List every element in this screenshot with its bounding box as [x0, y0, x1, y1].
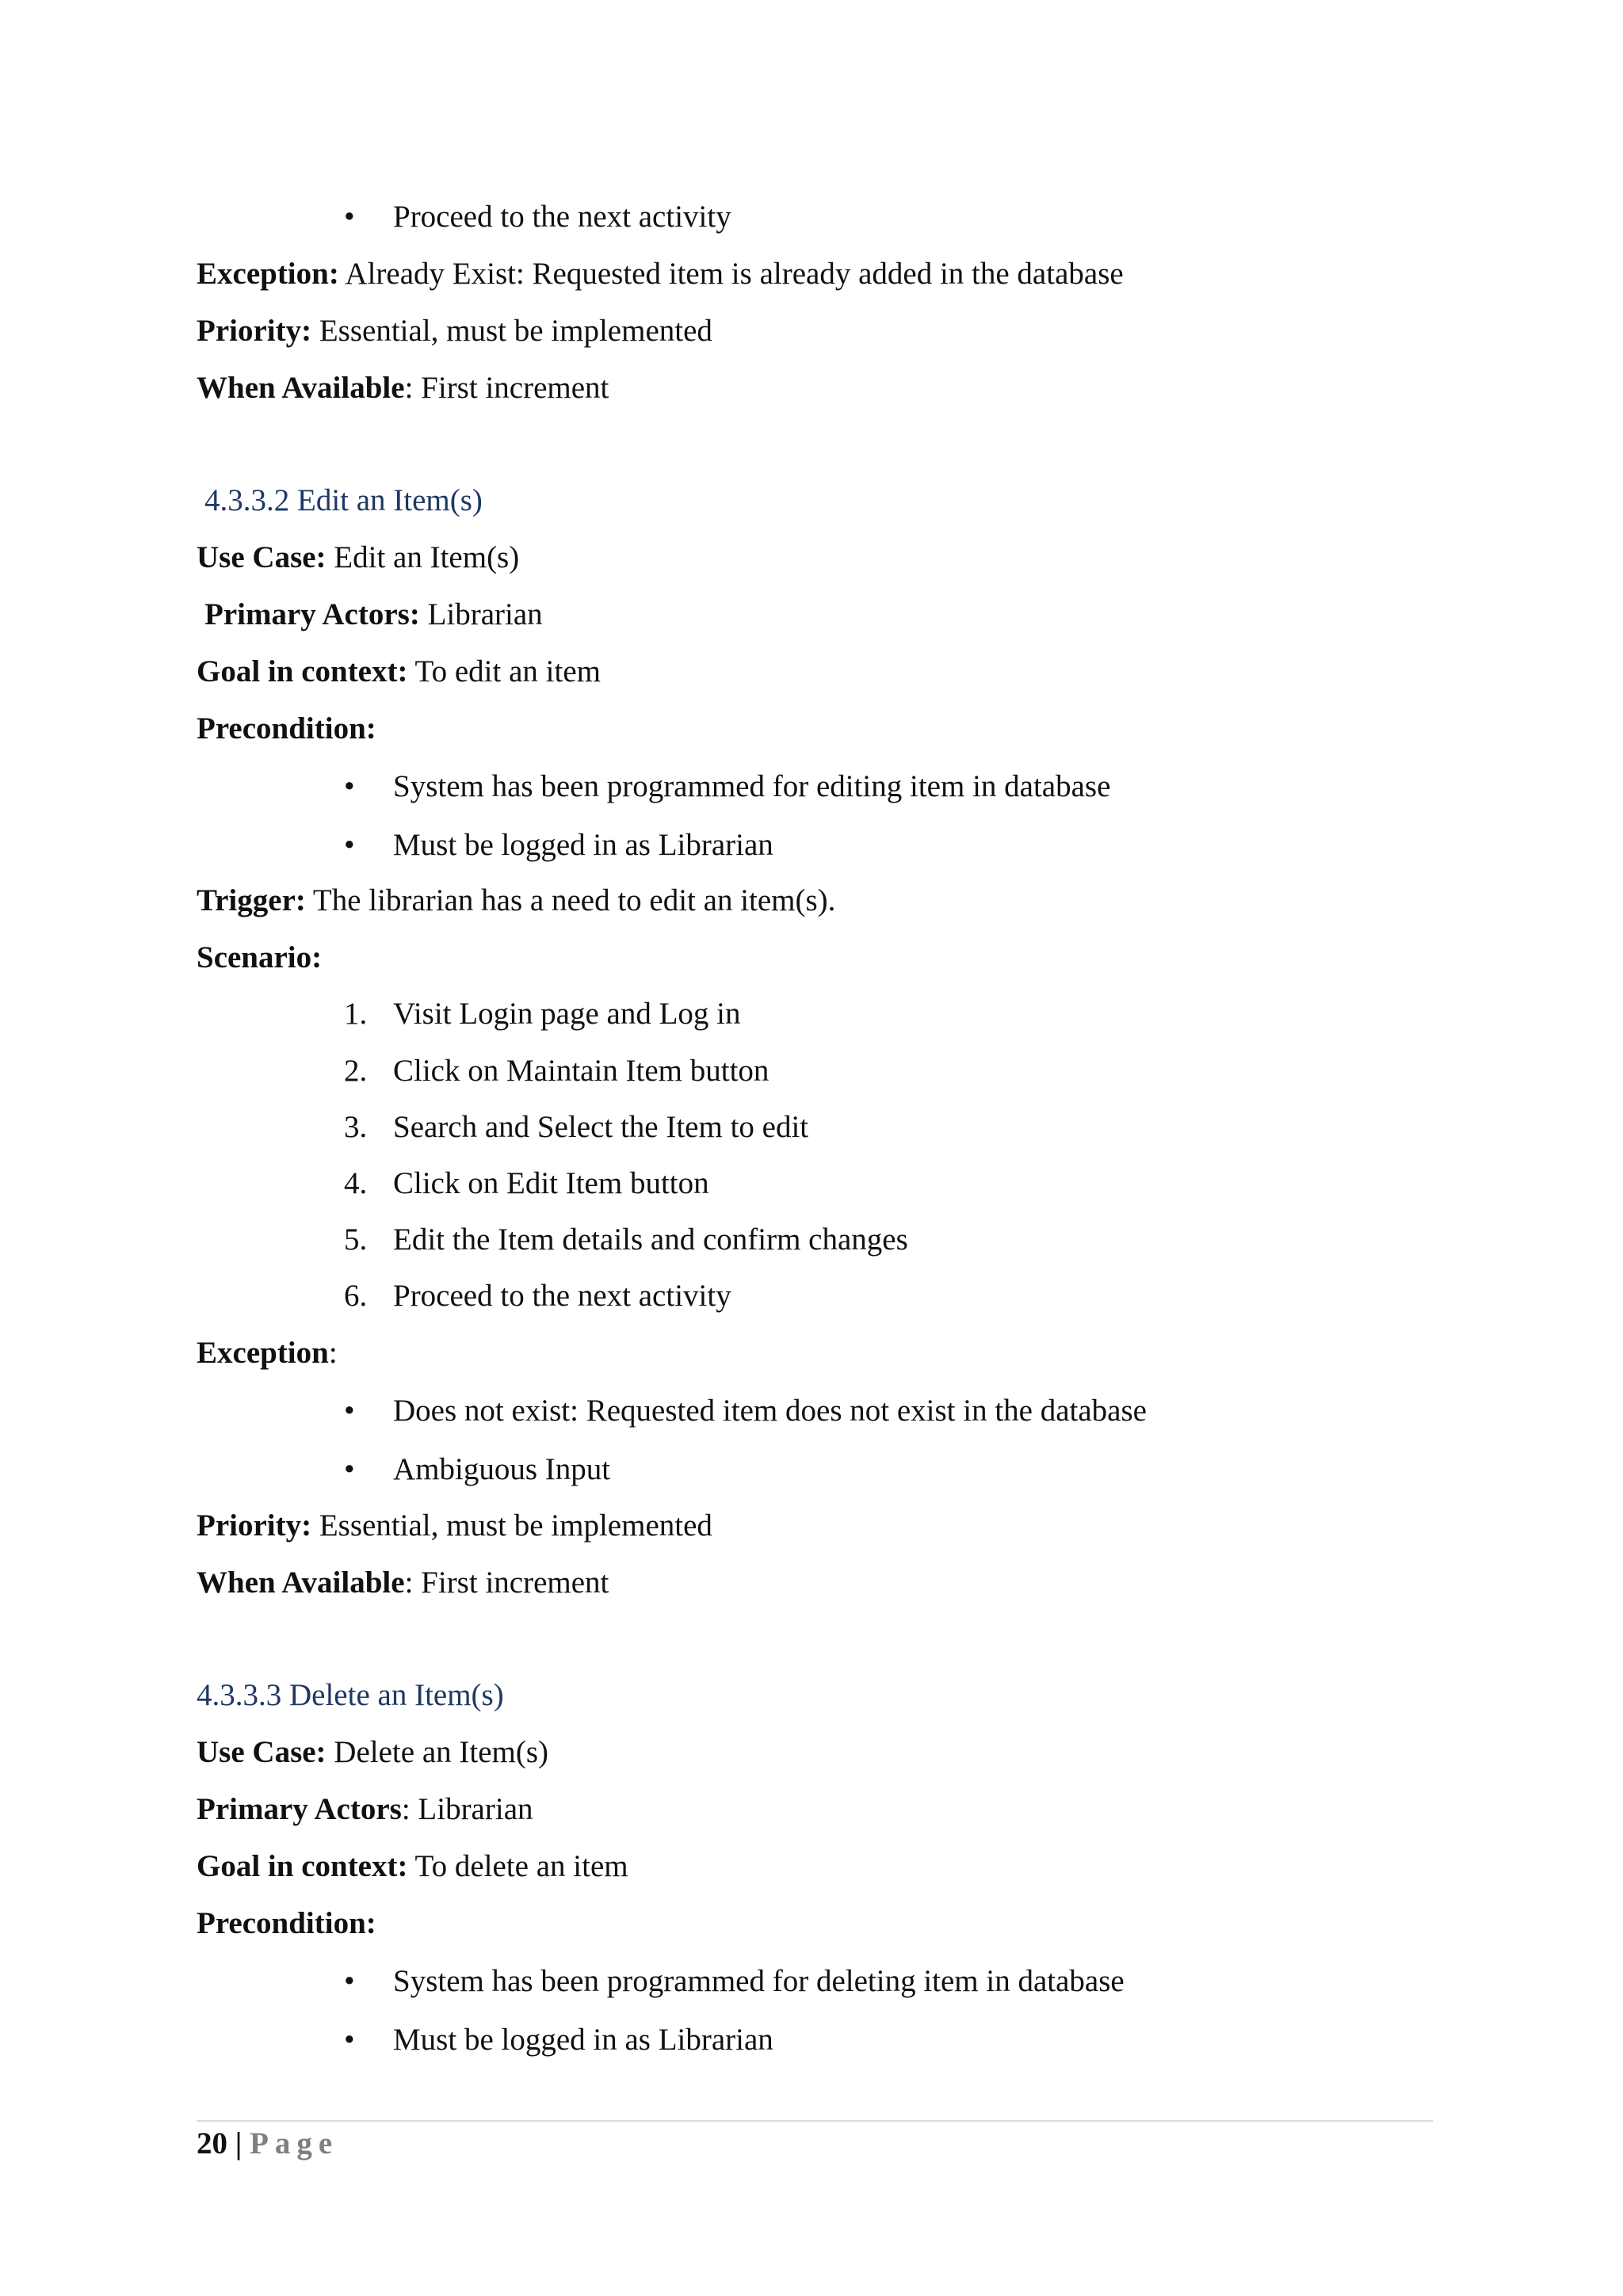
- page-footer: [197, 2125, 338, 2163]
- field-label: Exception: [197, 1336, 329, 1370]
- footer-divider: [197, 2120, 1433, 2122]
- scenario-label: Scenario:: [197, 940, 323, 974]
- field-label: Priority:: [197, 1508, 312, 1543]
- field-value: To delete an item: [407, 1849, 628, 1883]
- primary-actors-field: [197, 1791, 533, 1829]
- field-value: Edit an Item(s): [326, 540, 520, 574]
- primary-actors-field: [204, 596, 543, 634]
- page-number: 20: [197, 2126, 227, 2161]
- step-text: Proceed to the next activity: [393, 1279, 731, 1313]
- step-text: Click on Maintain Item button: [393, 1054, 769, 1088]
- bullet-text: System has been programmed for deleting item in database: [393, 1964, 1125, 1998]
- bullet-item: [344, 1451, 610, 1489]
- field-label: Primary Actors: [197, 1792, 402, 1826]
- when-available-field: [197, 369, 609, 407]
- bullet-item: [344, 198, 731, 236]
- bullet-text: Proceed to the next activity: [393, 200, 731, 234]
- field-label: Goal in context:: [197, 1849, 408, 1883]
- priority-field: [197, 1507, 712, 1545]
- step-number: 6.: [344, 1279, 368, 1313]
- precondition-label: Precondition:: [197, 1906, 376, 1940]
- scenario-step: [344, 1108, 808, 1146]
- step-number: 5.: [344, 1222, 368, 1257]
- footer-separator: |: [227, 2126, 250, 2161]
- bullet-text: Ambiguous Input: [393, 1452, 611, 1486]
- bullet-glyph: •: [344, 769, 355, 803]
- step-text: Visit Login page and Log in: [393, 997, 741, 1031]
- field-label: Priority:: [197, 314, 312, 348]
- field-value: : First increment: [404, 1566, 609, 1600]
- field-value: Librarian: [419, 597, 543, 631]
- bullet-text: Must be logged in as Librarian: [393, 828, 773, 862]
- bullet-glyph: •: [344, 2023, 355, 2057]
- field-value: : First increment: [404, 371, 609, 405]
- priority-field: [197, 312, 712, 350]
- scenario-step: [344, 1052, 769, 1090]
- scenario-step: [344, 1221, 908, 1259]
- page-word: Page: [250, 2126, 339, 2161]
- bullet-item: [344, 1392, 1147, 1430]
- scenario-step: [344, 1165, 709, 1203]
- scenario-step: [344, 995, 741, 1033]
- bullet-item: [344, 2021, 773, 2059]
- section-heading-edit: 4.3.3.2 Edit an Item(s): [204, 483, 483, 517]
- step-number: 2.: [344, 1054, 368, 1088]
- field-colon: :: [328, 1336, 338, 1370]
- exception-field: [197, 255, 1124, 293]
- field-value: To edit an item: [407, 654, 601, 688]
- field-label: Exception:: [197, 257, 339, 291]
- bullet-glyph: •: [344, 828, 355, 862]
- bullet-glyph: •: [344, 1452, 355, 1486]
- field-label: Primary Actors:: [204, 597, 420, 631]
- trigger-field: [197, 882, 835, 920]
- step-number: 1.: [344, 997, 368, 1031]
- bullet-glyph: •: [344, 1394, 355, 1428]
- field-value: : Librarian: [401, 1792, 533, 1826]
- field-value: Essential, must be implemented: [311, 314, 712, 348]
- use-case-field: [197, 1733, 548, 1772]
- bullet-item: [344, 768, 1110, 806]
- field-value: Already Exist: Requested item is already added in the database: [338, 257, 1124, 291]
- bullet-glyph: •: [344, 200, 355, 234]
- when-available-field: [197, 1564, 609, 1602]
- exception-label: [197, 1334, 338, 1372]
- goal-field: [197, 653, 601, 691]
- step-number: 3.: [344, 1110, 368, 1144]
- bullet-text: System has been programmed for editing item in database: [393, 769, 1111, 803]
- bullet-glyph: •: [344, 1964, 355, 1998]
- bullet-text: Does not exist: Requested item does not exist in the database: [393, 1394, 1147, 1428]
- step-text: Click on Edit Item button: [393, 1166, 709, 1200]
- scenario-step: [344, 1277, 731, 1315]
- field-label: When Available: [197, 371, 405, 405]
- field-label: Use Case:: [197, 1735, 327, 1769]
- bullet-item: [344, 826, 773, 864]
- bullet-text: Must be logged in as Librarian: [393, 2023, 773, 2057]
- section-heading-delete: 4.3.3.3 Delete an Item(s): [197, 1678, 504, 1712]
- field-value: Delete an Item(s): [326, 1735, 548, 1769]
- step-text: Edit the Item details and confirm changes: [393, 1222, 908, 1257]
- field-label: Goal in context:: [197, 654, 408, 688]
- field-value: The librarian has a need to edit an item(s).: [305, 883, 836, 917]
- use-case-field: [197, 539, 519, 577]
- field-label: Use Case:: [197, 540, 327, 574]
- bullet-item: [344, 1962, 1125, 2000]
- field-value: Essential, must be implemented: [311, 1508, 712, 1543]
- precondition-label: Precondition:: [197, 711, 376, 746]
- field-label: Trigger:: [197, 883, 306, 917]
- goal-field: [197, 1848, 628, 1886]
- field-label: When Available: [197, 1566, 405, 1600]
- step-text: Search and Select the Item to edit: [393, 1110, 809, 1144]
- step-number: 4.: [344, 1166, 368, 1200]
